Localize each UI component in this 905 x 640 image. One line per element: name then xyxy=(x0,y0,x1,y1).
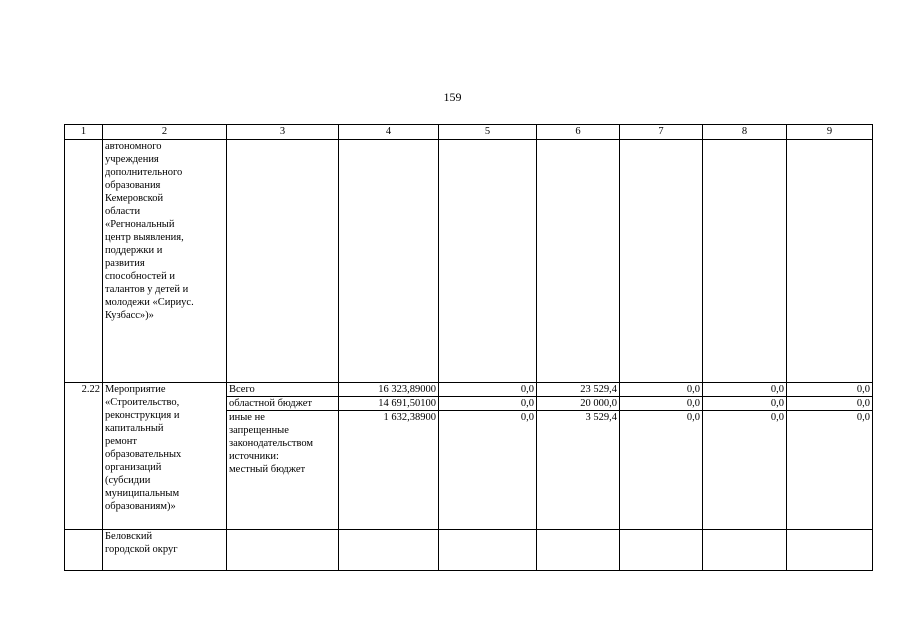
value-cell: 0,0 xyxy=(620,383,703,397)
value-cell: 23 529,4 xyxy=(537,383,620,397)
source-label: областной бюджет xyxy=(227,397,339,411)
value-cell: 20 000,0 xyxy=(537,397,620,411)
value-cell: 0,0 xyxy=(703,411,787,530)
value-cell: 3 529,4 xyxy=(537,411,620,530)
item-number: 2.22 xyxy=(65,383,103,530)
value-cell: 0,0 xyxy=(703,397,787,411)
source-label: иные не запрещенные законодательством источники: местный бюджет xyxy=(227,411,339,530)
header-cell: 1 xyxy=(65,125,103,140)
value-cell: 16 323,89000 xyxy=(339,383,439,397)
value-cell: 0,0 xyxy=(787,411,873,530)
value-cell: 0,0 xyxy=(787,397,873,411)
value-cell: 14 691,50100 xyxy=(339,397,439,411)
table-cell xyxy=(339,530,439,571)
table-cell xyxy=(703,140,787,383)
table-cell xyxy=(537,530,620,571)
value-cell: 0,0 xyxy=(620,411,703,530)
table-cell xyxy=(537,140,620,383)
value-cell: 1 632,38900 xyxy=(339,411,439,530)
table-cell xyxy=(227,530,339,571)
value-cell: 0,0 xyxy=(787,383,873,397)
table-cell xyxy=(620,530,703,571)
table-cell xyxy=(439,530,537,571)
header-cell: 8 xyxy=(703,125,787,140)
table-cell xyxy=(620,140,703,383)
table-cell xyxy=(439,140,537,383)
continuation-text: автономного учреждения дополнительного образования Кемеровской области «Регнональный центр выявления, поддержки и развития способностей и талантов у детей и молодежи «Сириус. Кузбасс»)» xyxy=(103,140,227,383)
budget-table xyxy=(64,124,873,571)
header-row xyxy=(65,125,873,140)
value-cell: 0,0 xyxy=(703,383,787,397)
header-cell: 6 xyxy=(537,125,620,140)
value-cell: 0,0 xyxy=(439,397,537,411)
value-cell: 0,0 xyxy=(439,411,537,530)
page-number: 159 xyxy=(443,90,462,104)
header-cell: 3 xyxy=(227,125,339,140)
value-cell: 0,0 xyxy=(439,383,537,397)
item-name: Мероприятие «Строительство, реконструкция и капитальный ремонт образовательных организаций (субсидии муниципальным образованиям)» xyxy=(103,383,227,530)
table-cell xyxy=(339,140,439,383)
source-label: Всего xyxy=(227,383,339,397)
table-cell xyxy=(787,140,873,383)
next-item-text: Беловский городской округ xyxy=(103,530,227,571)
table-cell xyxy=(65,140,103,383)
header-cell: 9 xyxy=(787,125,873,140)
table-row xyxy=(65,383,873,397)
header-cell: 7 xyxy=(620,125,703,140)
table-cell xyxy=(227,140,339,383)
table-cell xyxy=(787,530,873,571)
header-cell: 2 xyxy=(103,125,227,140)
header-cell: 4 xyxy=(339,125,439,140)
table-cell xyxy=(65,530,103,571)
header-cell: 5 xyxy=(439,125,537,140)
table-row xyxy=(65,140,873,383)
value-cell: 0,0 xyxy=(620,397,703,411)
table-cell xyxy=(703,530,787,571)
table-row xyxy=(65,530,873,571)
